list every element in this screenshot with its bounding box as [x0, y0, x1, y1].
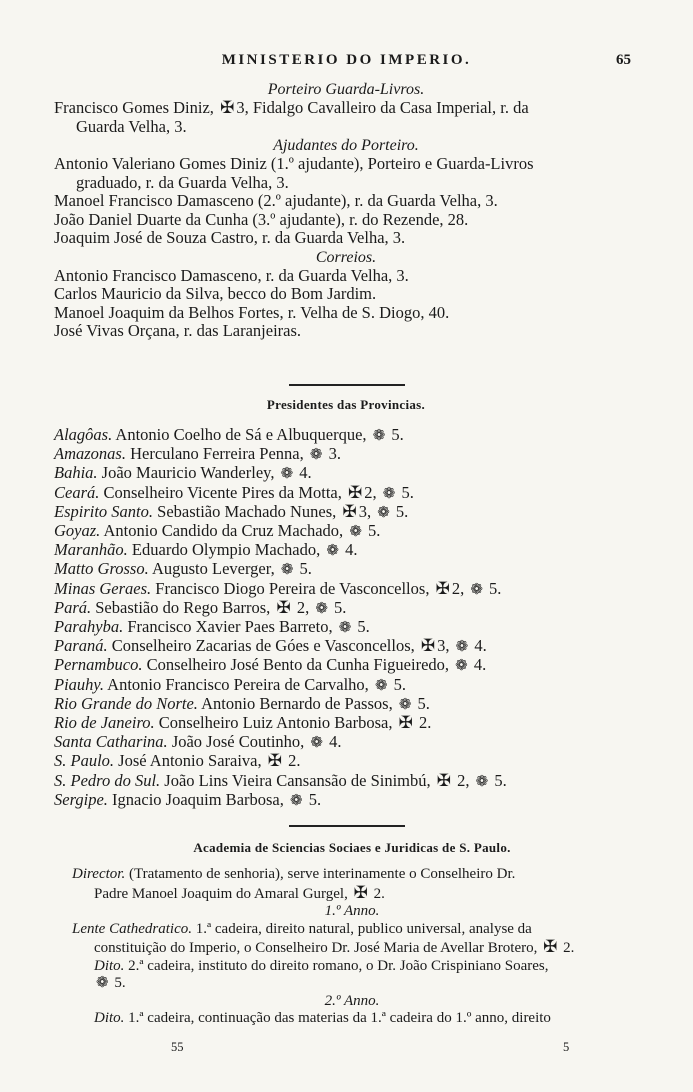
president-row: Minas Geraes. Francisco Diogo Pereira de Vasconcellos, ✠ 2, ❁ 5. — [54, 578, 502, 598]
rose-order-icon: ❁ — [398, 696, 412, 713]
cross-icon: ✠ — [543, 937, 558, 956]
section-divider — [289, 384, 405, 386]
president-row: Espirito Santo. Sebastião Machado Nunes, ✠ 3, ❁ 5. — [54, 501, 409, 521]
province-name: S. Pedro do Sul. — [54, 770, 161, 790]
rose-order-icon: ❁ — [96, 975, 109, 991]
province-name: Santa Catharina. — [54, 732, 168, 752]
cross-icon: ✠ — [398, 713, 413, 733]
list-item: Joaquim José de Souza Castro, r. da Guarda Velha, 3. — [54, 228, 406, 247]
province-name: Pernambuco. — [54, 655, 143, 675]
president-row: S. Paulo. José Antonio Saraiva, ✠ 2. — [54, 751, 301, 771]
cross-icon: ✠ — [342, 501, 357, 521]
president-row: Rio de Janeiro. Conselheiro Luiz Antonio Barbosa, ✠ 2. — [54, 713, 432, 733]
cross-icon: ✠ — [267, 751, 282, 771]
academia-line: constituição do Imperio, o Conselheiro Dr. José Maria de Avellar Brotero, ✠ 2. — [94, 937, 575, 956]
president-row: Ceará. Conselheiro Vicente Pires da Motta, ✠ 2, ❁ 5. — [54, 482, 414, 502]
list-item: Manoel Francisco Damasceno (2.º ajudante), r. da Guarda Velha, 3. — [54, 191, 498, 210]
page-title: MINISTERIO DO IMPERIO. — [221, 52, 472, 68]
rose-order-icon: ❁ — [374, 677, 388, 694]
cross-icon: ✠ — [436, 770, 452, 790]
province-name: Matto Grosso. — [54, 559, 149, 579]
president-row: Pernambuco. Conselheiro José Bento da Cunha Figueiredo, ❁ 4. — [54, 655, 487, 675]
entry-label: Lente Cathedratico. — [72, 920, 192, 937]
rose-order-icon: ❁ — [326, 543, 339, 560]
president-row: Parahyba. Francisco Xavier Paes Barreto, ❁ 5. — [54, 617, 370, 637]
academia-line: 2.º Anno. — [324, 992, 380, 1009]
rose-order-icon: ❁ — [280, 562, 294, 579]
president-row: Santa Catharina. João José Coutinho, ❁ 4. — [54, 732, 342, 752]
rose-order-icon: ❁ — [372, 428, 386, 444]
academia-title: Academia de Sciencias Sociaes e Juridicas de S. Paulo. — [193, 840, 511, 855]
president-row: S. Pedro do Sul. João Lins Vieira Cansansão de Sinimbú, ✠ 2, ❁ 5. — [54, 770, 507, 790]
list-item: José Vivas Orçana, r. das Laranjeiras. — [54, 321, 302, 340]
rose-order-icon: ❁ — [475, 773, 489, 790]
president-row: Pará. Sebastião do Rego Barros, ✠ 2, ❁ 5. — [54, 597, 347, 617]
rose-order-icon: ❁ — [349, 524, 362, 541]
academia-line: Dito. 2.ª cadeira, instituto do direito romano, o Dr. João Crispiniano Soares, — [94, 957, 549, 974]
academia-section — [72, 840, 632, 1028]
presidents-list — [54, 425, 638, 809]
cross-icon: ✠ — [220, 98, 235, 117]
list-item: Carlos Mauricio da Silva, becco do Bom Jardim. — [54, 284, 377, 303]
cross-icon: ✠ — [348, 482, 363, 502]
list-item: graduado, r. da Guarda Velha, 3. — [76, 172, 289, 192]
academia-line: Lente Cathedratico. 1.ª cadeira, direito natural, publico universal, analyse da — [72, 920, 532, 937]
president-row: Alagôas. Antonio Coelho de Sá e Albuquerque, ❁ 5. — [54, 425, 404, 444]
province-name: Rio Grande do Norte. — [54, 693, 198, 713]
province-name: S. Paulo. — [54, 751, 115, 771]
list-item: Antonio Valeriano Gomes Diniz (1.º ajudante), Porteiro e Guarda-Livros — [54, 154, 534, 173]
province-name: Piauhy. — [54, 674, 104, 694]
academia-line: 1.º Anno. — [324, 903, 380, 919]
president-row: Sergipe. Ignacio Joaquim Barbosa, ❁ 5. — [54, 789, 322, 809]
list-item: Antonio Francisco Damasceno, r. da Guarda Velha, 3. — [54, 265, 409, 285]
president-row: Rio Grande do Norte. Antonio Bernardo de Passos, ❁ 5. — [54, 693, 430, 713]
rose-order-icon: ❁ — [338, 620, 352, 637]
rose-order-icon: ❁ — [455, 658, 468, 675]
list-item: Manoel Joaquim da Belhos Fortes, r. Velha de S. Diogo, 40. — [54, 302, 450, 322]
section-heading: Correios. — [315, 248, 377, 266]
personnel-sections — [54, 80, 638, 341]
presidents-section — [54, 397, 638, 809]
cross-icon: ✠ — [276, 597, 291, 617]
province-name: Paraná. — [54, 636, 108, 656]
province-name: Goyaz. — [54, 521, 101, 541]
province-name: Maranhão. — [54, 540, 128, 560]
footer-signature-right: 5 — [563, 1040, 570, 1054]
province-name: Parahyba. — [54, 617, 124, 637]
cross-icon: ✠ — [420, 636, 436, 656]
presidents-title: Presidentes das Provincias. — [266, 397, 426, 412]
academia-body — [72, 866, 632, 1028]
entry-label: Director. — [72, 866, 126, 882]
cross-icon: ✠ — [353, 882, 368, 902]
rose-order-icon: ❁ — [315, 600, 328, 617]
province-name: Pará. — [54, 597, 92, 617]
rose-order-icon: ❁ — [382, 485, 396, 502]
cross-icon: ✠ — [435, 578, 450, 598]
president-row: Paraná. Conselheiro Zacarias de Góes e Vasconcellos, ✠ 3, ❁ 4. — [54, 636, 487, 656]
president-row: Piauhy. Antonio Francisco Pereira de Carvalho, ❁ 5. — [54, 674, 407, 694]
list-item: Francisco Gomes Diniz, ✠ 3, Fidalgo Cavalleiro da Casa Imperial, r. da — [54, 98, 529, 117]
province-name: Amazonas. — [54, 444, 126, 464]
president-row: Maranhão. Eduardo Olympio Machado, ❁ 4. — [54, 540, 358, 560]
province-name: Alagôas. — [54, 425, 113, 444]
section-heading: Ajudantes do Porteiro. — [273, 137, 419, 154]
province-name: Espirito Santo. — [54, 501, 154, 521]
footer-signature-left: 55 — [171, 1040, 184, 1054]
entry-label: Dito. — [94, 957, 125, 974]
section-heading: Porteiro Guarda-Livros. — [267, 81, 425, 98]
president-row: Matto Grosso. Augusto Leverger, ❁ 5. — [54, 559, 312, 579]
rose-order-icon: ❁ — [280, 466, 294, 483]
president-row: Bahia. João Mauricio Wanderley, ❁ 4. — [54, 463, 312, 483]
rose-order-icon: ❁ — [310, 735, 323, 752]
president-row: Goyaz. Antonio Candido da Cruz Machado, ❁ 5. — [54, 521, 381, 541]
province-name: Sergipe. — [54, 789, 108, 809]
list-item: João Daniel Duarte da Cunha (3.º ajudante), r. do Rezende, 28. — [54, 209, 469, 229]
academia-line: Dito. 1.ª cadeira, continuação das materias da 1.ª cadeira do 1.º anno, direito — [94, 1010, 551, 1026]
list-item: Guarda Velha, 3. — [76, 116, 187, 136]
entry-label: Dito. — [94, 1010, 125, 1026]
academia-line: Director. (Tratamento de senhoria), serve interinamente o Conselheiro Dr. — [72, 866, 516, 882]
rose-order-icon: ❁ — [377, 504, 390, 521]
page-number: 65 — [616, 52, 631, 68]
section-divider — [289, 825, 405, 827]
rose-order-icon: ❁ — [470, 581, 483, 598]
rose-order-icon: ❁ — [309, 447, 323, 464]
academia-line: ❁ 5. — [96, 975, 126, 991]
province-name: Minas Geraes. — [54, 578, 152, 598]
rose-order-icon: ❁ — [455, 639, 469, 656]
academia-line: Padre Manoel Joaquim do Amaral Gurgel, ✠ 2. — [94, 882, 385, 902]
province-name: Rio de Janeiro. — [54, 713, 155, 733]
province-name: Bahia. — [54, 463, 98, 483]
rose-order-icon: ❁ — [290, 792, 303, 809]
president-row: Amazonas. Herculano Ferreira Penna, ❁ 3. — [54, 444, 341, 464]
province-name: Ceará. — [54, 482, 100, 502]
